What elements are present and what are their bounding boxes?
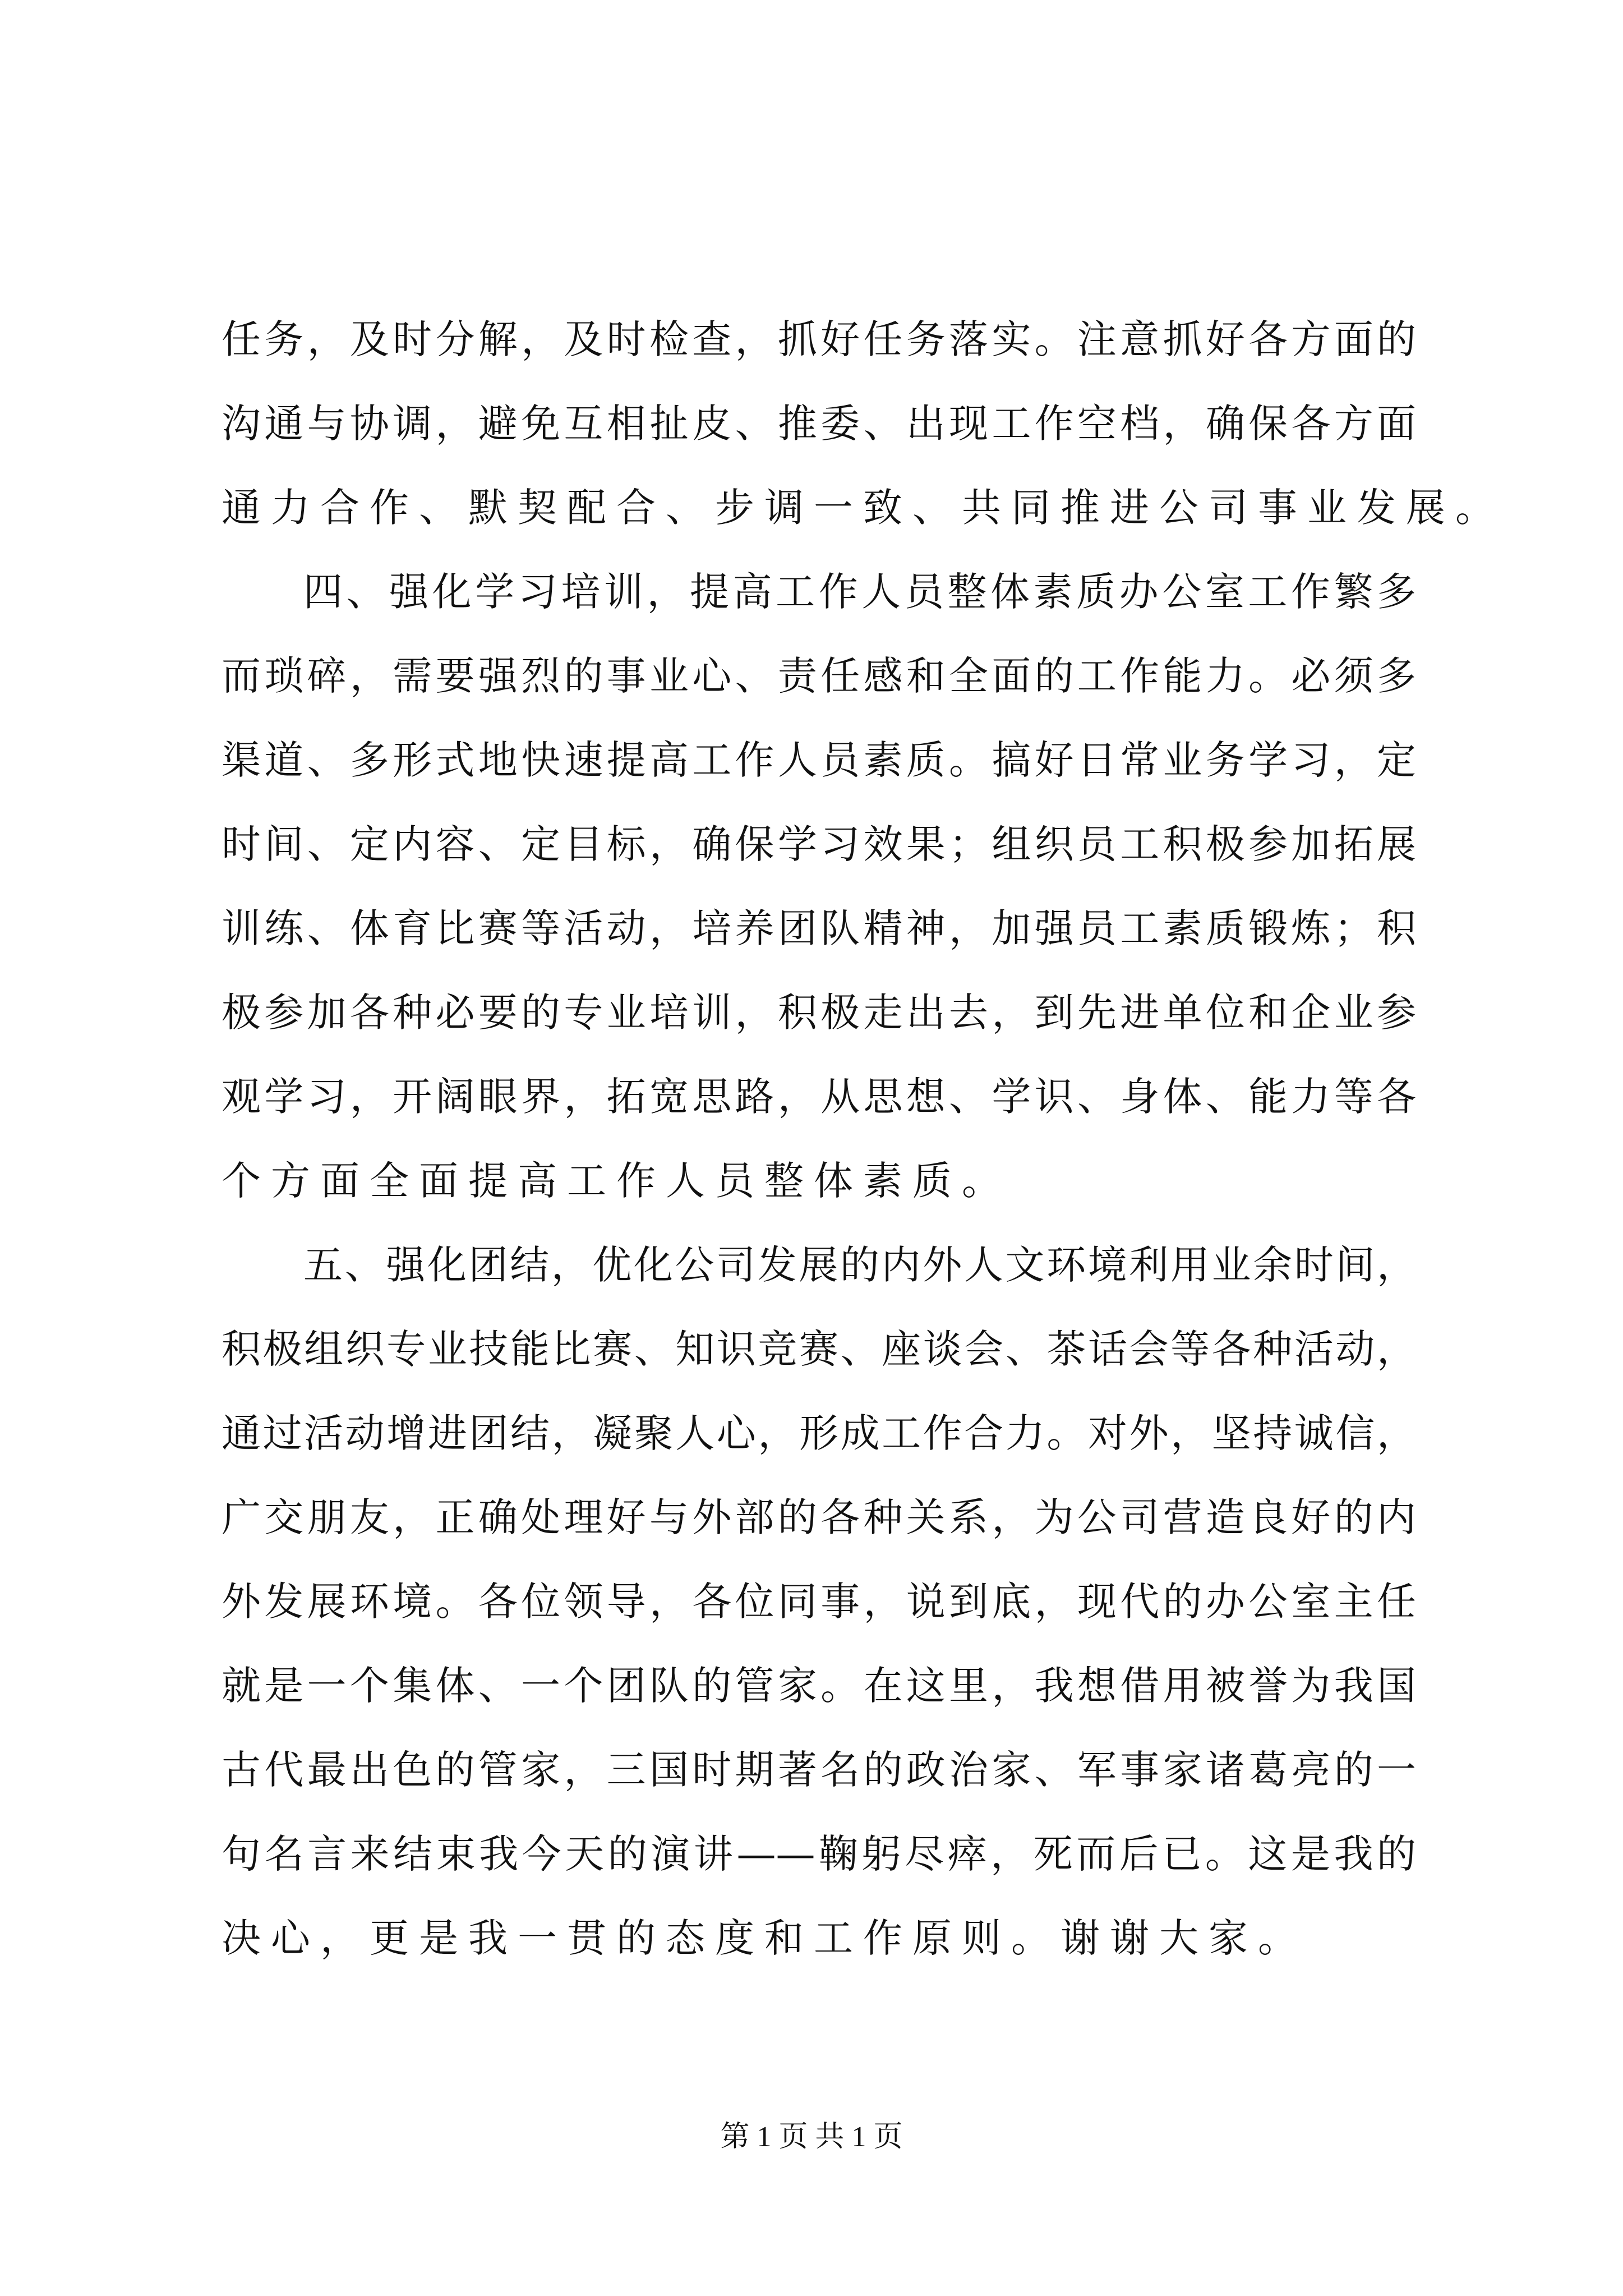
text-line-3: 通力合作、默契配合、步调一致、共同推进公司事业发展。: [222, 485, 1505, 531]
text-line-13: 积极组织专业技能比赛、知识竞赛、座谈会、茶话会等各种活动，: [222, 1326, 1416, 1372]
text-line-1: 任务，及时分解，及时检查，抓好任务落实。注意抓好各方面的: [222, 316, 1416, 362]
section-four-heading-line: 四、强化学习培训，提高工作人员整体素质办公室工作繁多: [303, 569, 1416, 615]
text-line-2: 沟通与协调，避免互相扯皮、推委、出现工作空档，确保各方面: [222, 401, 1416, 447]
text-line-15: 广交朋友，正确处理好与外部的各种关系，为公司营造良好的内: [222, 1494, 1416, 1540]
text-line-7: 时间、定内容、定目标，确保学习效果；组织员工积极参加拓展: [222, 821, 1416, 867]
text-line-14: 通过活动增进团结，凝聚人心，形成工作合力。对外，坚持诚信，: [222, 1410, 1416, 1456]
text-line-17: 就是一个集体、一个团队的管家。在这里，我想借用被誉为我国: [222, 1663, 1416, 1709]
text-line-8: 训练、体育比赛等活动，培养团队精神，加强员工素质锻炼；积: [222, 905, 1416, 951]
text-line-16: 外发展环境。各位领导，各位同事，说到底，现代的办公室主任: [222, 1579, 1416, 1625]
text-line-20: 决心，更是我一贯的态度和工作原则。谢谢大家。: [222, 1915, 1307, 1961]
text-line-19: 句名言来结束我今天的演讲——鞠躬尽瘁，死而后已。这是我的: [222, 1831, 1416, 1877]
section-five-heading-line: 五、强化团结，优化公司发展的内外人文环境利用业余时间，: [303, 1242, 1416, 1288]
text-line-6: 渠道、多形式地快速提高工作人员素质。搞好日常业务学习，定: [222, 737, 1416, 783]
text-line-11: 个方面全面提高工作人员整体素质。: [222, 1158, 1011, 1204]
text-line-10: 观学习，开阔眼界，拓宽思路，从思想、学识、身体、能力等各: [222, 1074, 1416, 1120]
text-line-18: 古代最出色的管家，三国时期著名的政治家、军事家诸葛亮的一: [222, 1747, 1416, 1793]
page-number-footer: 第 1 页 共 1 页: [720, 2121, 903, 2153]
text-line-9: 极参加各种必要的专业培训，积极走出去，到先进单位和企业参: [222, 990, 1416, 1036]
text-line-5: 而琐碎，需要强烈的事业心、责任感和全面的工作能力。必须多: [222, 653, 1416, 699]
